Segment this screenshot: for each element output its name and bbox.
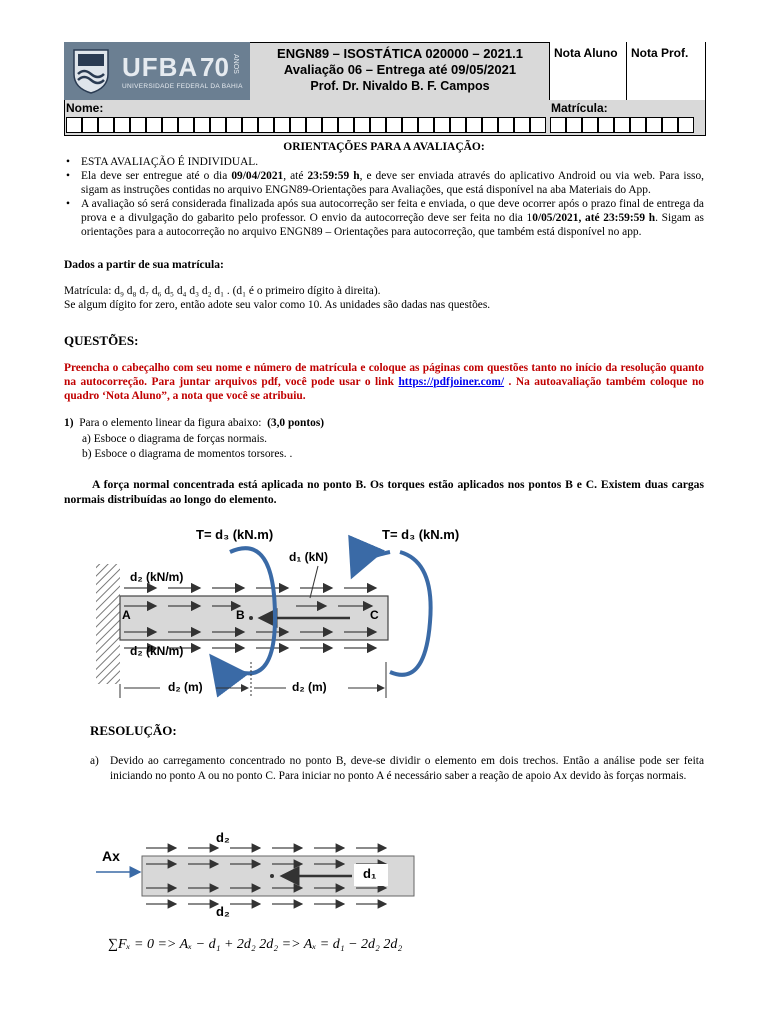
autocorrection-date: 0/05/2021, até 23:59:59 h xyxy=(532,212,656,224)
input-cell[interactable] xyxy=(514,117,530,133)
exam-title: Avaliação 06 – Entrega até 09/05/2021 xyxy=(283,62,517,77)
resolution-a-mark: a) xyxy=(90,755,99,767)
input-cell[interactable] xyxy=(178,117,194,133)
force-pointer xyxy=(310,566,318,598)
input-cell[interactable] xyxy=(66,117,82,133)
input-cell[interactable] xyxy=(146,117,162,133)
question-1a: a) Esboce o diagrama de forças normais. xyxy=(82,433,268,445)
length-1-label: d₂ (m) xyxy=(168,680,203,694)
input-cell[interactable] xyxy=(386,117,402,133)
red-instruction xyxy=(64,361,704,403)
input-cell[interactable] xyxy=(98,117,114,133)
resolution-title: RESOLUÇÃO: xyxy=(90,723,177,738)
reaction-ax-label: Ax xyxy=(102,848,120,864)
grade-prof-label: Nota Prof. xyxy=(631,46,689,60)
input-cell[interactable] xyxy=(290,117,306,133)
logo-70: 70 xyxy=(200,52,229,82)
torque-c-arrow-head xyxy=(354,552,390,572)
matricula-cells[interactable] xyxy=(550,117,694,133)
input-cell[interactable] xyxy=(242,117,258,133)
question-points: (3,0 pontos) xyxy=(267,417,325,429)
logo-anos: ANOS xyxy=(232,54,239,74)
input-cell[interactable] xyxy=(598,117,614,133)
input-cell[interactable] xyxy=(566,117,582,133)
input-cell[interactable] xyxy=(114,117,130,133)
bullet-autocorrection xyxy=(64,197,704,239)
torque-right-label: T= d₃ (kN.m) xyxy=(382,527,460,542)
input-cell[interactable] xyxy=(418,117,434,133)
deadline-date: 09/04/2021 xyxy=(231,170,284,182)
force-label: d₁ xyxy=(363,866,377,881)
bullet-text: , e deve ser enviada através do aplicativo Android ou via web. Para isso, sigam as instruções contidas no arquivo ENGN89-Orientações para Avaliações, que está disponível na aba Materiais do App. xyxy=(81,170,704,196)
load-bottom-label: d₂ (kN/m) xyxy=(130,644,184,658)
input-cell[interactable] xyxy=(550,117,566,133)
zero-rule: Se algum dígito for zero, então adote seu valor como 10. As unidades são dadas nas questões. xyxy=(64,299,491,311)
load-bottom-label: d₂ xyxy=(216,904,230,919)
red-text: . Na autoavaliação também coloque no quadro ‘Nota Aluno”, a nota que você se atribuiu. xyxy=(64,376,704,402)
input-cell[interactable] xyxy=(646,117,662,133)
point-b-dot xyxy=(249,616,253,620)
question-1 xyxy=(64,416,324,430)
input-cell[interactable] xyxy=(130,117,146,133)
grade-student-label: Nota Aluno xyxy=(554,46,618,60)
input-cell[interactable] xyxy=(258,117,274,133)
course-title: ENGN89 – ISOSTÁTICA 020000 – 2021.1 xyxy=(277,46,523,61)
input-cell[interactable] xyxy=(662,117,678,133)
question-text: Para o elemento linear da figura abaixo: xyxy=(79,417,262,429)
input-cell[interactable] xyxy=(322,117,338,133)
professor-name: Prof. Dr. Nivaldo B. F. Campos xyxy=(310,79,490,93)
input-cell[interactable] xyxy=(210,117,226,133)
loading-description xyxy=(64,477,704,507)
grade-divider xyxy=(626,42,627,100)
input-cell[interactable] xyxy=(162,117,178,133)
input-cell[interactable] xyxy=(402,117,418,133)
name-label: Nome: xyxy=(66,101,104,115)
bullet-text: ESTA AVALIAÇÃO É INDIVIDUAL. xyxy=(81,156,259,168)
input-cell[interactable] xyxy=(630,117,646,133)
orientations-title: ORIENTAÇÕES PARA A AVALIAÇÃO: xyxy=(283,141,485,153)
input-cell[interactable] xyxy=(306,117,322,133)
equilibrium-equation: ∑Fₓ = 0 => Aₓ − d₁ + 2d₂ 2d₂ => Aₓ = d₁ − 2d₂ 2d₂ xyxy=(108,937,403,952)
input-cell[interactable] xyxy=(450,117,466,133)
torque-c-arrow-right xyxy=(390,552,431,675)
deadline-time: 23:59:59 h xyxy=(307,170,360,182)
force-label: d₁ (kN) xyxy=(289,550,328,564)
loading-text: A força normal concentrada está aplicada no ponto B. Os torques estão aplicados nos pontos B e C. Existem duas cargas normais distribuídas ao longo do elemento. xyxy=(64,478,704,506)
bullet-individual xyxy=(64,155,704,169)
input-cell[interactable] xyxy=(274,117,290,133)
point-b-dot xyxy=(270,874,274,878)
input-cell[interactable] xyxy=(434,117,450,133)
matricula-digits: Matrícula: d₉ d₈ d₇ d₆ d₅ d₄ d₃ d₂ d₁ . (d₁ é o primeiro dígito à direita). xyxy=(64,285,381,297)
point-b-label: B xyxy=(236,608,245,622)
bullet-text: . Sigam as orientações para a autocorreção no arquivo ENGN89 – Orientações para autocorreção, que também está disponível no app. xyxy=(81,212,704,238)
input-cell[interactable] xyxy=(466,117,482,133)
logo-subtitle: UNIVERSIDADE FEDERAL DA BAHIA xyxy=(122,83,243,90)
bullet-text: A avaliação só será considerada finalizada após sua autocorreção ser feita e enviada, o que deve ocorrer após o prazo final de entrega da prova e a divulgação do gabarito pelo professor. O envio da autocorreção deve ser feita no dia 1 xyxy=(81,198,704,224)
bullet-text: Ela deve ser entregue até o dia xyxy=(81,170,232,182)
input-cell[interactable] xyxy=(678,117,694,133)
input-cell[interactable] xyxy=(582,117,598,133)
question-number: 1) xyxy=(64,417,74,429)
input-cell[interactable] xyxy=(498,117,514,133)
load-top-label: d₂ (kN/m) xyxy=(130,570,184,584)
load-top-label: d₂ xyxy=(216,830,230,845)
point-a-label: A xyxy=(122,608,131,622)
name-cells[interactable] xyxy=(66,117,546,133)
question-1b: b) Esboce o diagrama de momentos torsores. . xyxy=(82,448,293,460)
input-cell[interactable] xyxy=(194,117,210,133)
input-cell[interactable] xyxy=(482,117,498,133)
input-cell[interactable] xyxy=(614,117,630,133)
input-cell[interactable] xyxy=(530,117,546,133)
orientations-list xyxy=(64,155,704,239)
bullet-deadline xyxy=(64,169,704,197)
torque-left-label: T= d₃ (kN.m) xyxy=(196,527,274,542)
free-body-figure xyxy=(96,826,436,926)
logo-word: UFBA xyxy=(122,52,199,82)
ufba-crest-icon xyxy=(72,48,110,94)
length-2-label: d₂ (m) xyxy=(292,680,327,694)
red-text: Preencha o cabeçalho com seu nome e número de matrícula e coloque as páginas com questões tanto no início da resolução quanto na autocorreção. Para juntar arquivos pdf, você pode usar o link xyxy=(64,362,704,388)
input-cell[interactable] xyxy=(354,117,370,133)
point-c-label: C xyxy=(370,608,379,622)
pdfjoiner-link[interactable]: https://pdfjoiner.com/ xyxy=(398,376,505,388)
dados-title: Dados a partir de sua matrícula: xyxy=(64,259,224,271)
bullet-text: , até xyxy=(283,170,308,182)
resolution-a-text: Devido ao carregamento concentrado no ponto B, deve-se dividir o elemento em dois trechos. Então a análise pode ser feita iniciando no ponto A ou no ponto C. Para iniciar no ponto A é necessário saber a reação de apoio Ax devido às forças normais. xyxy=(110,755,704,782)
input-cell[interactable] xyxy=(226,117,242,133)
input-cell[interactable] xyxy=(338,117,354,133)
questoes-title: QUESTÕES: xyxy=(64,333,139,348)
input-cell[interactable] xyxy=(82,117,98,133)
fixed-support xyxy=(96,564,120,684)
matricula-label: Matrícula: xyxy=(551,101,608,115)
input-cell[interactable] xyxy=(370,117,386,133)
